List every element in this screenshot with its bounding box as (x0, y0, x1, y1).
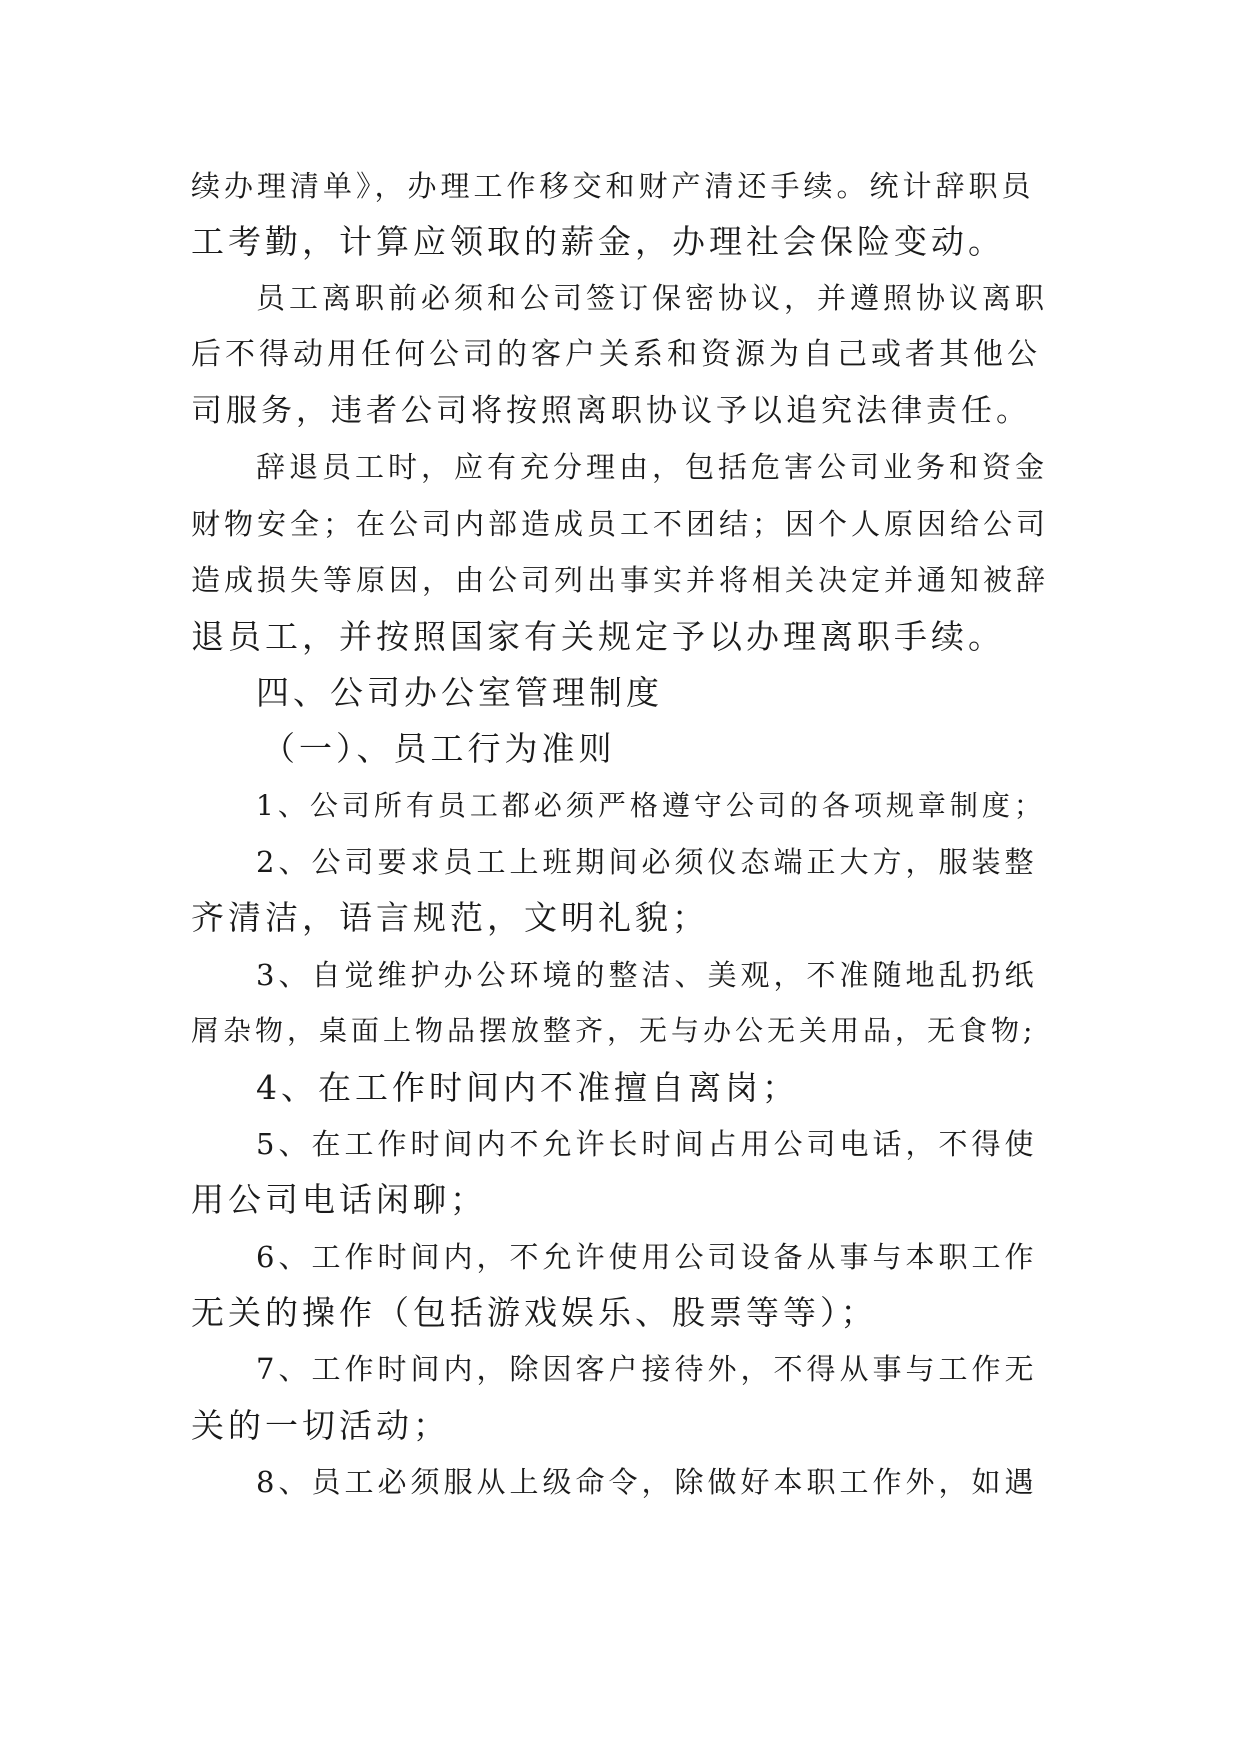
list-item: 3、自觉维护办公环境的整洁、美观，不准随地乱扔纸 (256, 958, 1038, 992)
subsection-heading: （一）、员工行为准则 (262, 729, 616, 768)
text-line: 屑杂物，桌面上物品摆放整齐，无与办公无关用品，无食物; (191, 1014, 1037, 1047)
text-line: 司服务，违者公司将按照离职协议予以追究法律责任。 (191, 393, 1031, 429)
list-item: 5、在工作时间内不允许长时间占用公司电话，不得使 (256, 1127, 1038, 1161)
text-line: 用公司电话闲聊； (191, 1180, 487, 1219)
text-line: 退员工，并按照国家有关规定予以办理离职手续。 (191, 617, 1005, 656)
list-item: 1、公司所有员工都必须严格遵守公司的各项规章制度； (256, 789, 1046, 822)
paragraph-start: 辞退员工时，应有充分理由，包括危害公司业务和资金 (256, 450, 1049, 484)
text-line: 齐清洁，语言规范，文明礼貌； (191, 898, 709, 937)
list-item: 8、员工必须服从上级命令，除做好本职工作外，如遇 (256, 1465, 1038, 1499)
list-item: 7、工作时间内，除因客户接待外，不得从事与工作无 (256, 1352, 1038, 1386)
text-line: 后不得动用任何公司的客户关系和资源为自己或者其他公 (191, 337, 1041, 372)
text-line: 关的一切活动； (191, 1406, 450, 1445)
list-item: 6、工作时间内，不允许使用公司设备从事与本职工作 (256, 1240, 1038, 1274)
paragraph-start: 员工离职前必须和公司签订保密协议，并遵照协议离职 (256, 281, 1049, 315)
text-line: 无关的操作（包括游戏娱乐、股票等等）； (191, 1293, 878, 1332)
list-item: 2、公司要求员工上班期间必须仪态端正大方，服装整 (256, 845, 1038, 879)
section-heading: 四、公司办公室管理制度 (256, 673, 663, 712)
text-line: 工考勤，计算应领取的薪金，办理社会保险变动。 (191, 222, 1005, 261)
text-line: 财物安全；在公司内部造成员工不团结；因个人原因给公司 (191, 507, 1050, 541)
text-line: 造成损失等原因，由公司列出事实并将相关决定并通知被辞 (191, 563, 1050, 597)
list-item: 4、在工作时间内不准擅自离岗； (256, 1068, 799, 1107)
text-line: 续办理清单》，办理工作移交和财产清还手续。统计辞职员 (191, 169, 1035, 203)
